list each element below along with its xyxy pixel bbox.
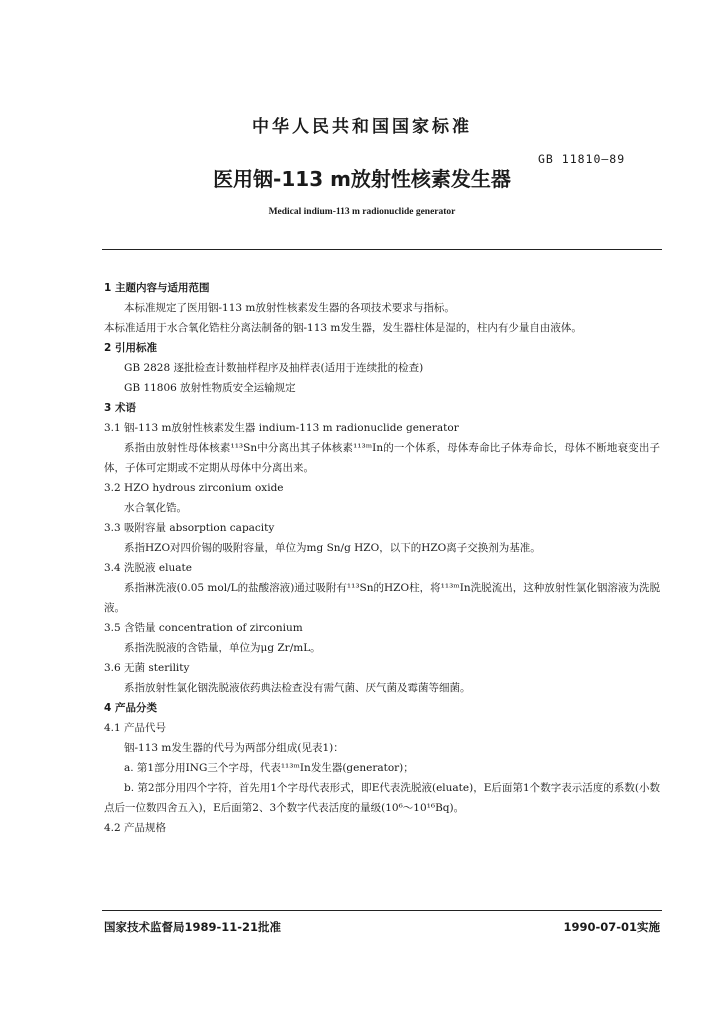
- section-heading: 1 主题内容与适用范围: [104, 282, 210, 294]
- term-heading: 3.2 HZO hydrous zirconium oxide: [104, 482, 284, 494]
- subsection-heading: 4.2 产品规格: [104, 822, 167, 834]
- implementation-date: 1990-07-01实施: [563, 920, 660, 934]
- approval-date: 国家技术监督局1989-11-21批准: [104, 920, 282, 934]
- footer-divider: [102, 910, 662, 911]
- subsection-heading: 4.1 产品代号: [104, 722, 167, 734]
- term-heading: 3.5 含锆量 concentration of zirconium: [104, 622, 303, 634]
- section-heading: 4 产品分类: [104, 702, 157, 714]
- term-heading: 3.1 铟-113 m放射性核素发生器 indium-113 m radionuclide generator: [104, 422, 459, 434]
- list-item: a. 第1部分用ING三个字母，代表¹¹³ᵐIn发生器(generator)；: [124, 762, 414, 774]
- document-body: [104, 278, 660, 838]
- term-definition: 系指淋洗液(0.05 mol/L的盐酸溶液)通过吸附有¹¹³Sn的HZO柱，将¹¹³ᵐIn洗脱流出，这种放射性氯化铟溶液为洗脱液。: [104, 582, 660, 614]
- reference-item: GB 11806 放射性物质安全运输规定: [124, 382, 296, 394]
- standard-code: GB 11810—89: [538, 152, 626, 166]
- section-heading: 3 术语: [104, 402, 136, 414]
- reference-item: GB 2828 逐批检查计数抽样程序及抽样表(适用于连续批的检查): [124, 362, 424, 374]
- list-item: b. 第2部分用四个字符，首先用1个字母代表形式，即E代表洗脱液(eluate)，E后面第1个数字表示活度的系数(小数点后一位数四舍五入)，E后面第2、3个数字代表活度的量级(10⁶～10¹⁶Bq)。: [104, 782, 660, 814]
- term-definition: 水合氧化锆。: [124, 502, 187, 514]
- term-definition: 系指由放射性母体核素¹¹³Sn中分离出其子体核素¹¹³ᵐIn的一个体系，母体寿命比子体寿命长，母体不断地衰变出子体，子体可定期或不定期从母体中分离出来。: [104, 442, 660, 474]
- term-heading: 3.3 吸附容量 absorption capacity: [104, 522, 275, 534]
- document-title: 医用铟-113 m放射性核素发生器: [213, 167, 511, 191]
- term-definition: 系指HZO对四价锡的吸附容量，单位为mg Sn/g HZO，以下的HZO离子交换剂为基准。: [124, 542, 541, 554]
- header-divider: [102, 249, 662, 250]
- paragraph: 铟-113 m发生器的代号为两部分组成(见表1)：: [124, 742, 344, 754]
- term-definition: 系指放射性氯化铟洗脱液依药典法检查没有需气菌、厌气菌及霉菌等细菌。: [124, 682, 471, 694]
- paragraph: 本标准规定了医用铟-113 m放射性核素发生器的各项技术要求与指标。: [124, 302, 455, 314]
- issuing-body: 中华人民共和国国家标准: [252, 117, 472, 137]
- section-heading: 2 引用标准: [104, 342, 157, 354]
- term-definition: 系指洗脱液的含锆量，单位为μg Zr/mL。: [124, 642, 321, 654]
- term-heading: 3.6 无菌 sterility: [104, 662, 190, 674]
- paragraph: 本标准适用于水合氧化锆柱分离法制备的铟-113 m发生器，发生器柱体是湿的，柱内有少量自由液体。: [104, 322, 582, 334]
- document-subtitle-en: Medical indium-113 m radionuclide generator: [268, 207, 456, 217]
- term-heading: 3.4 洗脱液 eluate: [104, 562, 192, 574]
